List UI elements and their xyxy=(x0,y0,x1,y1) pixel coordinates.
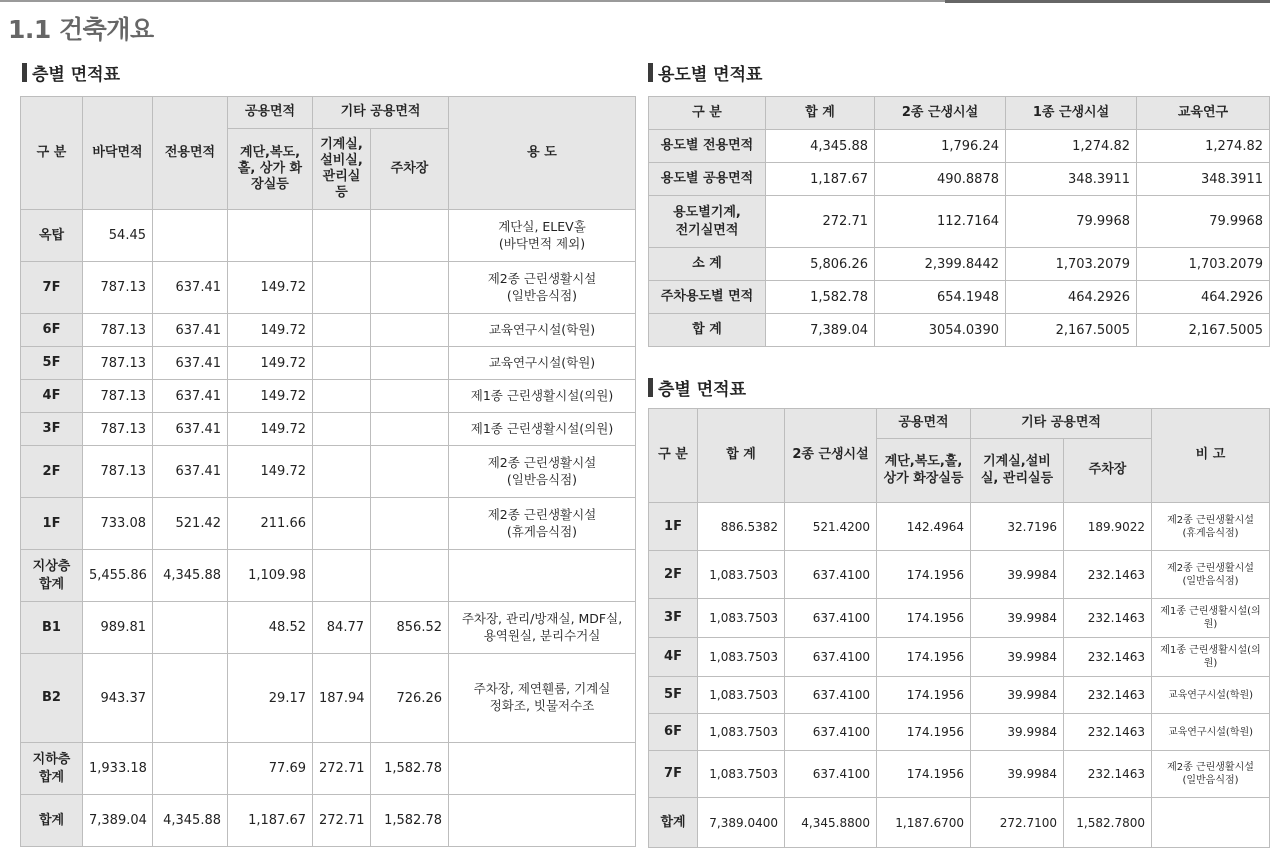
header-use: 용 도 xyxy=(449,97,636,210)
exclusive-area-cell xyxy=(153,654,228,743)
machine-room-cell xyxy=(313,498,371,550)
parking-cell xyxy=(371,210,449,262)
common-area-cell: 48.52 xyxy=(228,602,313,654)
table-row xyxy=(649,798,1270,848)
value-cell: 232.1463 xyxy=(1064,751,1152,798)
machine-room-cell xyxy=(313,262,371,314)
machine-room-cell xyxy=(313,314,371,347)
parking-cell xyxy=(371,347,449,380)
header-gubun: 구 분 xyxy=(21,97,83,210)
table-row xyxy=(649,551,1270,599)
table-row xyxy=(649,599,1270,638)
header-note: 비 고 xyxy=(1152,409,1270,503)
value-cell: 1,582.7800 xyxy=(1064,798,1152,848)
value-cell: 5,806.26 xyxy=(766,248,875,281)
table-row xyxy=(21,347,636,380)
table-row xyxy=(649,248,1270,281)
common-area-cell: 29.17 xyxy=(228,654,313,743)
parking-cell xyxy=(371,446,449,498)
machine-room-cell xyxy=(313,347,371,380)
exclusive-area-cell: 4,345.88 xyxy=(153,550,228,602)
row-label: 7F xyxy=(21,262,83,314)
value-cell: 1,274.82 xyxy=(1137,130,1270,163)
use-area-table-body xyxy=(649,130,1270,347)
value-cell: 39.9984 xyxy=(971,551,1064,599)
floor-area-table-2-body xyxy=(649,503,1270,848)
row-label: 3F xyxy=(649,599,698,638)
row-label: 지하층 합계 xyxy=(21,743,83,795)
value-cell: 189.9022 xyxy=(1064,503,1152,551)
value-cell: 2,167.5005 xyxy=(1137,314,1270,347)
value-cell: 174.1956 xyxy=(877,714,971,751)
section-marker xyxy=(22,63,27,82)
value-cell: 348.3911 xyxy=(1006,163,1137,196)
floor-area-cell: 787.13 xyxy=(83,446,153,498)
floor-area-cell: 7,389.04 xyxy=(83,795,153,847)
value-cell: 637.4100 xyxy=(785,751,877,798)
parking-cell: 1,582.78 xyxy=(371,743,449,795)
row-label: 5F xyxy=(21,347,83,380)
section-title-use-area xyxy=(648,60,762,85)
exclusive-area-cell: 637.41 xyxy=(153,413,228,446)
row-label: 2F xyxy=(649,551,698,599)
table-row xyxy=(21,413,636,446)
section-marker xyxy=(648,63,653,82)
value-cell: 174.1956 xyxy=(877,751,971,798)
row-label: 2F xyxy=(21,446,83,498)
floor-area-table xyxy=(20,96,636,847)
row-label: B2 xyxy=(21,654,83,743)
header-other-common-area: 기타 공용면적 xyxy=(313,97,449,129)
value-cell: 174.1956 xyxy=(877,677,971,714)
exclusive-area-cell: 4,345.88 xyxy=(153,795,228,847)
common-area-cell: 77.69 xyxy=(228,743,313,795)
common-area-cell: 149.72 xyxy=(228,413,313,446)
value-cell: 32.7196 xyxy=(971,503,1064,551)
header-other-common-area: 기타 공용면적 xyxy=(971,409,1152,439)
parking-cell: 726.26 xyxy=(371,654,449,743)
use-area-header: 2종 근생시설 xyxy=(875,97,1006,130)
parking-cell xyxy=(371,413,449,446)
header-gubun: 구 분 xyxy=(649,409,698,503)
floor-area-cell: 1,933.18 xyxy=(83,743,153,795)
use-cell: 제1종 근린생활시설(의원) xyxy=(449,413,636,446)
note-cell: 제1종 근린생활시설(의원) xyxy=(1152,599,1270,638)
exclusive-area-cell: 637.41 xyxy=(153,380,228,413)
exclusive-area-cell xyxy=(153,210,228,262)
use-cell: 주차장, 제연휀룸, 기계실 정화조, 빗물저수조 xyxy=(449,654,636,743)
value-cell: 39.9984 xyxy=(971,638,1064,677)
use-area-header: 1종 근생시설 xyxy=(1006,97,1137,130)
table-row xyxy=(21,743,636,795)
header-common-area: 공용면적 xyxy=(877,409,971,439)
use-cell: 주차장, 관리/방재실, MDF실, 용역원실, 분리수거실 xyxy=(449,602,636,654)
value-cell: 142.4964 xyxy=(877,503,971,551)
common-area-cell: 1,109.98 xyxy=(228,550,313,602)
use-area-header: 합 계 xyxy=(766,97,875,130)
common-area-cell: 149.72 xyxy=(228,380,313,413)
table-row xyxy=(649,130,1270,163)
value-cell: 1,083.7503 xyxy=(698,677,785,714)
parking-cell xyxy=(371,498,449,550)
use-area-table xyxy=(648,96,1270,347)
value-cell: 464.2926 xyxy=(1006,281,1137,314)
floor-area-cell: 989.81 xyxy=(83,602,153,654)
header-exclusive-area: 전용면적 xyxy=(153,97,228,210)
value-cell: 174.1956 xyxy=(877,638,971,677)
header-total: 합 계 xyxy=(698,409,785,503)
value-cell: 4,345.8800 xyxy=(785,798,877,848)
header-machine-room: 기계실,설비 실, 관리실등 xyxy=(971,439,1064,503)
use-cell: 교육연구시설(학원) xyxy=(449,347,636,380)
value-cell: 272.7100 xyxy=(971,798,1064,848)
table-row xyxy=(649,314,1270,347)
value-cell: 1,582.78 xyxy=(766,281,875,314)
machine-room-cell: 272.71 xyxy=(313,743,371,795)
note-cell: 제2종 근린생활시설 (휴게음식점) xyxy=(1152,503,1270,551)
table-row xyxy=(649,196,1270,248)
row-label: 용도별 전용면적 xyxy=(649,130,766,163)
row-label: 6F xyxy=(649,714,698,751)
value-cell: 2,399.8442 xyxy=(875,248,1006,281)
table-row xyxy=(649,638,1270,677)
row-label: 3F xyxy=(21,413,83,446)
note-cell: 교육연구시설(학원) xyxy=(1152,714,1270,751)
use-cell xyxy=(449,743,636,795)
note-cell: 제2종 근린생활시설 (일반음식점) xyxy=(1152,551,1270,599)
value-cell: 39.9984 xyxy=(971,751,1064,798)
row-label: 합계 xyxy=(21,795,83,847)
value-cell: 464.2926 xyxy=(1137,281,1270,314)
header-parking: 주차장 xyxy=(371,129,449,210)
value-cell: 1,703.2079 xyxy=(1006,248,1137,281)
machine-room-cell xyxy=(313,413,371,446)
common-area-cell: 211.66 xyxy=(228,498,313,550)
header-machine-room: 기계실, 설비실, 관리실 등 xyxy=(313,129,371,210)
value-cell: 39.9984 xyxy=(971,714,1064,751)
table-row xyxy=(649,714,1270,751)
section-title-text: 층별 면적표 xyxy=(658,380,747,400)
header-floor-area: 바닥면적 xyxy=(83,97,153,210)
table-row xyxy=(21,498,636,550)
parking-cell xyxy=(371,314,449,347)
table-row xyxy=(649,677,1270,714)
machine-room-cell: 272.71 xyxy=(313,795,371,847)
row-label: 지상층 합계 xyxy=(21,550,83,602)
row-label: 1F xyxy=(649,503,698,551)
use-area-header: 구 분 xyxy=(649,97,766,130)
floor-area-cell: 787.13 xyxy=(83,262,153,314)
floor-area-cell: 787.13 xyxy=(83,314,153,347)
value-cell: 1,796.24 xyxy=(875,130,1006,163)
note-cell xyxy=(1152,798,1270,848)
machine-room-cell xyxy=(313,210,371,262)
floor-area-cell: 943.37 xyxy=(83,654,153,743)
value-cell: 112.7164 xyxy=(875,196,1006,248)
use-cell: 제2종 근린생활시설 (일반음식점) xyxy=(449,262,636,314)
floor-area-cell: 5,455.86 xyxy=(83,550,153,602)
table-row xyxy=(21,210,636,262)
floor-area-table-body xyxy=(21,210,636,847)
section-title-text: 용도별 면적표 xyxy=(658,65,763,85)
use-cell: 제2종 근린생활시설 (일반음식점) xyxy=(449,446,636,498)
row-label: 합 계 xyxy=(649,314,766,347)
machine-room-cell xyxy=(313,380,371,413)
value-cell: 1,187.67 xyxy=(766,163,875,196)
value-cell: 1,083.7503 xyxy=(698,599,785,638)
value-cell: 637.4100 xyxy=(785,714,877,751)
value-cell: 1,083.7503 xyxy=(698,751,785,798)
use-cell xyxy=(449,550,636,602)
common-area-cell: 149.72 xyxy=(228,314,313,347)
value-cell: 39.9984 xyxy=(971,677,1064,714)
value-cell: 2,167.5005 xyxy=(1006,314,1137,347)
section-title-floor-area xyxy=(22,60,120,85)
machine-room-cell: 84.77 xyxy=(313,602,371,654)
table-row xyxy=(21,550,636,602)
table-row xyxy=(21,380,636,413)
common-area-cell xyxy=(228,210,313,262)
exclusive-area-cell xyxy=(153,743,228,795)
row-label: 4F xyxy=(21,380,83,413)
floor-area-cell: 733.08 xyxy=(83,498,153,550)
use-cell: 제2종 근린생활시설 (휴게음식점) xyxy=(449,498,636,550)
parking-cell: 856.52 xyxy=(371,602,449,654)
value-cell: 1,083.7503 xyxy=(698,551,785,599)
value-cell: 79.9968 xyxy=(1006,196,1137,248)
machine-room-cell xyxy=(313,446,371,498)
floor-area-cell: 54.45 xyxy=(83,210,153,262)
note-cell: 제2종 근린생활시설 (일반음식점) xyxy=(1152,751,1270,798)
value-cell: 1,083.7503 xyxy=(698,714,785,751)
table-row xyxy=(21,262,636,314)
value-cell: 637.4100 xyxy=(785,599,877,638)
value-cell: 232.1463 xyxy=(1064,677,1152,714)
common-area-cell: 149.72 xyxy=(228,446,313,498)
parking-cell: 1,582.78 xyxy=(371,795,449,847)
common-area-cell: 149.72 xyxy=(228,347,313,380)
use-cell: 계단실, ELEV홀 (바닥면적 제외) xyxy=(449,210,636,262)
value-cell: 637.4100 xyxy=(785,677,877,714)
row-label: 주차용도별 면적 xyxy=(649,281,766,314)
parking-cell xyxy=(371,262,449,314)
table-row xyxy=(649,751,1270,798)
value-cell: 1,703.2079 xyxy=(1137,248,1270,281)
value-cell: 654.1948 xyxy=(875,281,1006,314)
note-cell: 교육연구시설(학원) xyxy=(1152,677,1270,714)
table-row xyxy=(21,795,636,847)
row-label: 1F xyxy=(21,498,83,550)
value-cell: 232.1463 xyxy=(1064,714,1152,751)
value-cell: 637.4100 xyxy=(785,638,877,677)
use-cell xyxy=(449,795,636,847)
value-cell: 886.5382 xyxy=(698,503,785,551)
parking-cell xyxy=(371,550,449,602)
table-row xyxy=(649,503,1270,551)
value-cell: 348.3911 xyxy=(1137,163,1270,196)
exclusive-area-cell: 637.41 xyxy=(153,314,228,347)
value-cell: 1,083.7503 xyxy=(698,638,785,677)
header-stairs-hall: 계단,복도,홀, 상가 화장실등 xyxy=(877,439,971,503)
common-area-cell: 149.72 xyxy=(228,262,313,314)
value-cell: 174.1956 xyxy=(877,599,971,638)
value-cell: 1,187.6700 xyxy=(877,798,971,848)
header-parking: 주차장 xyxy=(1064,439,1152,503)
value-cell: 174.1956 xyxy=(877,551,971,599)
section-title-floor-area-2 xyxy=(648,375,746,400)
row-label: 용도별 공용면적 xyxy=(649,163,766,196)
machine-room-cell: 187.94 xyxy=(313,654,371,743)
row-label: B1 xyxy=(21,602,83,654)
page-title: 1.1 건축개요 xyxy=(8,15,154,44)
row-label: 소 계 xyxy=(649,248,766,281)
exclusive-area-cell: 637.41 xyxy=(153,446,228,498)
common-area-cell: 1,187.67 xyxy=(228,795,313,847)
value-cell: 1,274.82 xyxy=(1006,130,1137,163)
exclusive-area-cell xyxy=(153,602,228,654)
exclusive-area-cell: 637.41 xyxy=(153,347,228,380)
note-cell: 제1종 근린생활시설(의원) xyxy=(1152,638,1270,677)
exclusive-area-cell: 637.41 xyxy=(153,262,228,314)
table-row xyxy=(21,446,636,498)
value-cell: 7,389.0400 xyxy=(698,798,785,848)
use-area-header: 교육연구 xyxy=(1137,97,1270,130)
floor-area-cell: 787.13 xyxy=(83,380,153,413)
value-cell: 272.71 xyxy=(766,196,875,248)
table-row xyxy=(21,314,636,347)
table-row xyxy=(21,602,636,654)
row-label: 용도별기계, 전기실면적 xyxy=(649,196,766,248)
row-label: 6F xyxy=(21,314,83,347)
value-cell: 79.9968 xyxy=(1137,196,1270,248)
parking-cell xyxy=(371,380,449,413)
value-cell: 232.1463 xyxy=(1064,638,1152,677)
section-title-text: 층별 면적표 xyxy=(32,65,121,85)
value-cell: 232.1463 xyxy=(1064,551,1152,599)
header-stairs-hall: 계단,복도, 홀, 상가 화장실등 xyxy=(228,129,313,210)
floor-area-cell: 787.13 xyxy=(83,413,153,446)
value-cell: 637.4100 xyxy=(785,551,877,599)
use-area-header-row xyxy=(649,97,1270,130)
machine-room-cell xyxy=(313,550,371,602)
value-cell: 232.1463 xyxy=(1064,599,1152,638)
exclusive-area-cell: 521.42 xyxy=(153,498,228,550)
header-class2: 2종 근생시설 xyxy=(785,409,877,503)
section-marker xyxy=(648,378,653,397)
value-cell: 39.9984 xyxy=(971,599,1064,638)
row-label: 7F xyxy=(649,751,698,798)
row-label: 옥탑 xyxy=(21,210,83,262)
top-rule-accent xyxy=(945,0,1270,3)
value-cell: 4,345.88 xyxy=(766,130,875,163)
row-label: 5F xyxy=(649,677,698,714)
table-row xyxy=(649,163,1270,196)
use-cell: 교육연구시설(학원) xyxy=(449,314,636,347)
row-label: 4F xyxy=(649,638,698,677)
row-label: 합계 xyxy=(649,798,698,848)
table-row xyxy=(21,654,636,743)
value-cell: 3054.0390 xyxy=(875,314,1006,347)
value-cell: 490.8878 xyxy=(875,163,1006,196)
table-row xyxy=(649,281,1270,314)
value-cell: 7,389.04 xyxy=(766,314,875,347)
header-common-area: 공용면적 xyxy=(228,97,313,129)
floor-area-table-2 xyxy=(648,408,1270,848)
floor-area-cell: 787.13 xyxy=(83,347,153,380)
value-cell: 521.4200 xyxy=(785,503,877,551)
use-cell: 제1종 근린생활시설(의원) xyxy=(449,380,636,413)
